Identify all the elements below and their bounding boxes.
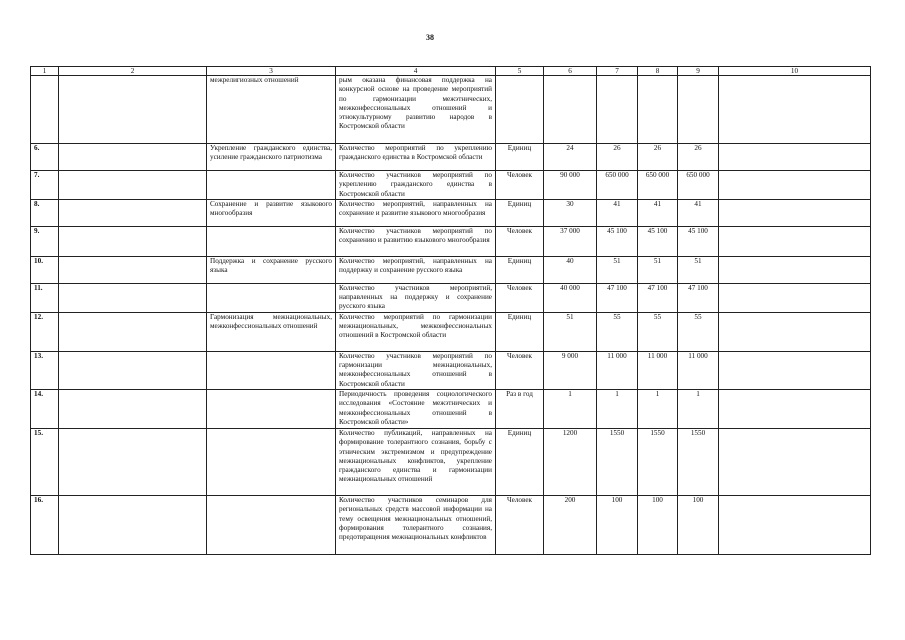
cell-v6: 30 (544, 199, 597, 226)
cell-goal: Гармонизация межнациональных, межконфессиональных отношений (207, 312, 336, 351)
cell-unit (496, 76, 544, 144)
table-row (31, 495, 871, 554)
cell-v6: 40 000 (544, 283, 597, 312)
table-row (31, 226, 871, 256)
cell-unit: Единиц (496, 199, 544, 226)
cell-num: 15. (31, 428, 59, 495)
cell-v8: 11 000 (638, 351, 678, 389)
header-col-8: 8 (638, 67, 678, 76)
cell-unit: Раз в год (496, 389, 544, 428)
cell-v6: 40 (544, 256, 597, 283)
header-col-2: 2 (59, 67, 207, 76)
cell-indicator: Количество мероприятий, направленных на сохранение и развитие языкового многообразия (336, 199, 496, 226)
cell-goal: межрелигиозных отношений (207, 76, 336, 144)
cell-v9: 11 000 (678, 351, 719, 389)
cell-col10 (719, 76, 871, 144)
cell-unit: Единиц (496, 144, 544, 171)
table-row (31, 199, 871, 226)
cell-unit: Человек (496, 171, 544, 200)
cell-v9: 47 100 (678, 283, 719, 312)
cell-col2 (59, 199, 207, 226)
header-col-4: 4 (336, 67, 496, 76)
cell-v6 (544, 76, 597, 144)
header-col-10: 10 (719, 67, 871, 76)
cell-goal (207, 389, 336, 428)
cell-unit: Единиц (496, 312, 544, 351)
page-number: 38 (426, 33, 434, 42)
cell-indicator: Количество публикаций, направленных на формирование толерантного сознания, борьбу с этническим экстремизмом и предупреждение межнациональных конфликтов, укрепление гражданского единства и гармонизации межнациональных отношений (336, 428, 496, 495)
cell-v9: 1550 (678, 428, 719, 495)
cell-col10 (719, 256, 871, 283)
table-row (31, 389, 871, 428)
cell-unit: Человек (496, 226, 544, 256)
cell-v8: 26 (638, 144, 678, 171)
cell-goal (207, 351, 336, 389)
cell-num: 10. (31, 256, 59, 283)
table-row (31, 312, 871, 351)
cell-indicator: Количество участников мероприятий, направленных на поддержку и сохранение русского языка (336, 283, 496, 312)
cell-goal (207, 171, 336, 200)
cell-v8: 1 (638, 389, 678, 428)
cell-v6: 37 000 (544, 226, 597, 256)
table-row (31, 351, 871, 389)
cell-col10 (719, 495, 871, 554)
cell-v9: 45 100 (678, 226, 719, 256)
cell-goal (207, 495, 336, 554)
cell-v7: 100 (597, 495, 638, 554)
cell-num: 7. (31, 171, 59, 200)
cell-v8: 47 100 (638, 283, 678, 312)
cell-unit: Единиц (496, 428, 544, 495)
header-col-6: 6 (544, 67, 597, 76)
cell-v6: 200 (544, 495, 597, 554)
cell-v8 (638, 76, 678, 144)
cell-col10 (719, 199, 871, 226)
cell-v9: 650 000 (678, 171, 719, 200)
cell-v6: 1200 (544, 428, 597, 495)
cell-col2 (59, 351, 207, 389)
cell-v7: 51 (597, 256, 638, 283)
cell-v7: 47 100 (597, 283, 638, 312)
cell-v8: 100 (638, 495, 678, 554)
cell-col10 (719, 226, 871, 256)
cell-v8: 51 (638, 256, 678, 283)
cell-col2 (59, 495, 207, 554)
cell-goal: Поддержка и сохранение русского языка (207, 256, 336, 283)
cell-v9: 55 (678, 312, 719, 351)
cell-col2 (59, 312, 207, 351)
cell-v7: 11 000 (597, 351, 638, 389)
cell-v6: 9 000 (544, 351, 597, 389)
cell-v9: 26 (678, 144, 719, 171)
cell-v7: 45 100 (597, 226, 638, 256)
cell-col2 (59, 283, 207, 312)
cell-num: 9. (31, 226, 59, 256)
cell-v6: 1 (544, 389, 597, 428)
cell-v6: 24 (544, 144, 597, 171)
cell-indicator: Периодичность проведения социологического исследования «Состояние межэтнических и межконфессиональных отношений в Костромской области» (336, 389, 496, 428)
cell-indicator: Количество мероприятий, направленных на поддержку и сохранение русского языка (336, 256, 496, 283)
table-row (31, 256, 871, 283)
cell-v6: 90 000 (544, 171, 597, 200)
cell-indicator: Количество мероприятий по гармонизации межнациональных, межконфессиональных отношений в Костромской области (336, 312, 496, 351)
cell-num: 12. (31, 312, 59, 351)
cell-indicator: Количество участников мероприятий по сохранению и развитию языкового многообразия (336, 226, 496, 256)
cell-num: 16. (31, 495, 59, 554)
cell-v6: 51 (544, 312, 597, 351)
header-col-5: 5 (496, 67, 544, 76)
header-col-3: 3 (207, 67, 336, 76)
cell-v8: 1550 (638, 428, 678, 495)
cell-v7 (597, 76, 638, 144)
cell-v8: 650 000 (638, 171, 678, 200)
cell-num: 8. (31, 199, 59, 226)
cell-v7: 41 (597, 199, 638, 226)
header-row (31, 67, 871, 76)
cell-num: 13. (31, 351, 59, 389)
cell-col10 (719, 312, 871, 351)
cell-col10 (719, 428, 871, 495)
cell-col10 (719, 144, 871, 171)
cell-goal (207, 283, 336, 312)
cell-goal (207, 226, 336, 256)
cell-indicator: Количество участников семинаров для региональных средств массовой информации на тему освещения межнациональных отношений, формирования толерантного сознания, предотвращения межнациональных конфликтов (336, 495, 496, 554)
cell-num: 6. (31, 144, 59, 171)
cell-col2 (59, 171, 207, 200)
cell-goal: Укрепление гражданского единства, усиление гражданского патриотизма (207, 144, 336, 171)
cell-col2 (59, 76, 207, 144)
table-row (31, 144, 871, 171)
cell-v9 (678, 76, 719, 144)
header-col-1: 1 (31, 67, 59, 76)
header-col-9: 9 (678, 67, 719, 76)
cell-col2 (59, 226, 207, 256)
cell-unit: Человек (496, 495, 544, 554)
cell-num: 11. (31, 283, 59, 312)
cell-unit: Человек (496, 351, 544, 389)
cell-v9: 1 (678, 389, 719, 428)
cell-col10 (719, 283, 871, 312)
cell-num: 14. (31, 389, 59, 428)
cell-col2 (59, 144, 207, 171)
cell-v7: 1 (597, 389, 638, 428)
cell-v7: 55 (597, 312, 638, 351)
cell-col10 (719, 351, 871, 389)
cell-indicator: Количество мероприятий по укреплению гражданского единства в Костромской области (336, 144, 496, 171)
table-row (31, 428, 871, 495)
cell-col2 (59, 428, 207, 495)
table-row-continuation (31, 76, 871, 144)
table-row (31, 171, 871, 200)
cell-v7: 650 000 (597, 171, 638, 200)
cell-v8: 55 (638, 312, 678, 351)
cell-v9: 100 (678, 495, 719, 554)
cell-v9: 51 (678, 256, 719, 283)
cell-indicator: Количество участников мероприятий по гармонизации межнациональных, межконфессиональных отношений в Костромской области (336, 351, 496, 389)
cell-v9: 41 (678, 199, 719, 226)
cell-indicator: Количество участников мероприятий по укреплению гражданского единства в Костромской области (336, 171, 496, 200)
cell-col2 (59, 256, 207, 283)
cell-indicator: рым оказана финансовая поддержка на конкурсной основе на проведение мероприятий по гармонизации межэтнических, межконфессиональных отношений и этнокультурному развитию народов в Костромской области (336, 76, 496, 144)
indicators-table (30, 66, 871, 555)
cell-v8: 45 100 (638, 226, 678, 256)
cell-col10 (719, 171, 871, 200)
cell-col2 (59, 389, 207, 428)
cell-unit: Человек (496, 283, 544, 312)
cell-unit: Единиц (496, 256, 544, 283)
cell-v7: 26 (597, 144, 638, 171)
header-col-7: 7 (597, 67, 638, 76)
cell-goal: Сохранение и развитие языкового многообразия (207, 199, 336, 226)
cell-v8: 41 (638, 199, 678, 226)
cell-num (31, 76, 59, 144)
cell-v7: 1550 (597, 428, 638, 495)
cell-goal (207, 428, 336, 495)
table-row (31, 283, 871, 312)
cell-col10 (719, 389, 871, 428)
